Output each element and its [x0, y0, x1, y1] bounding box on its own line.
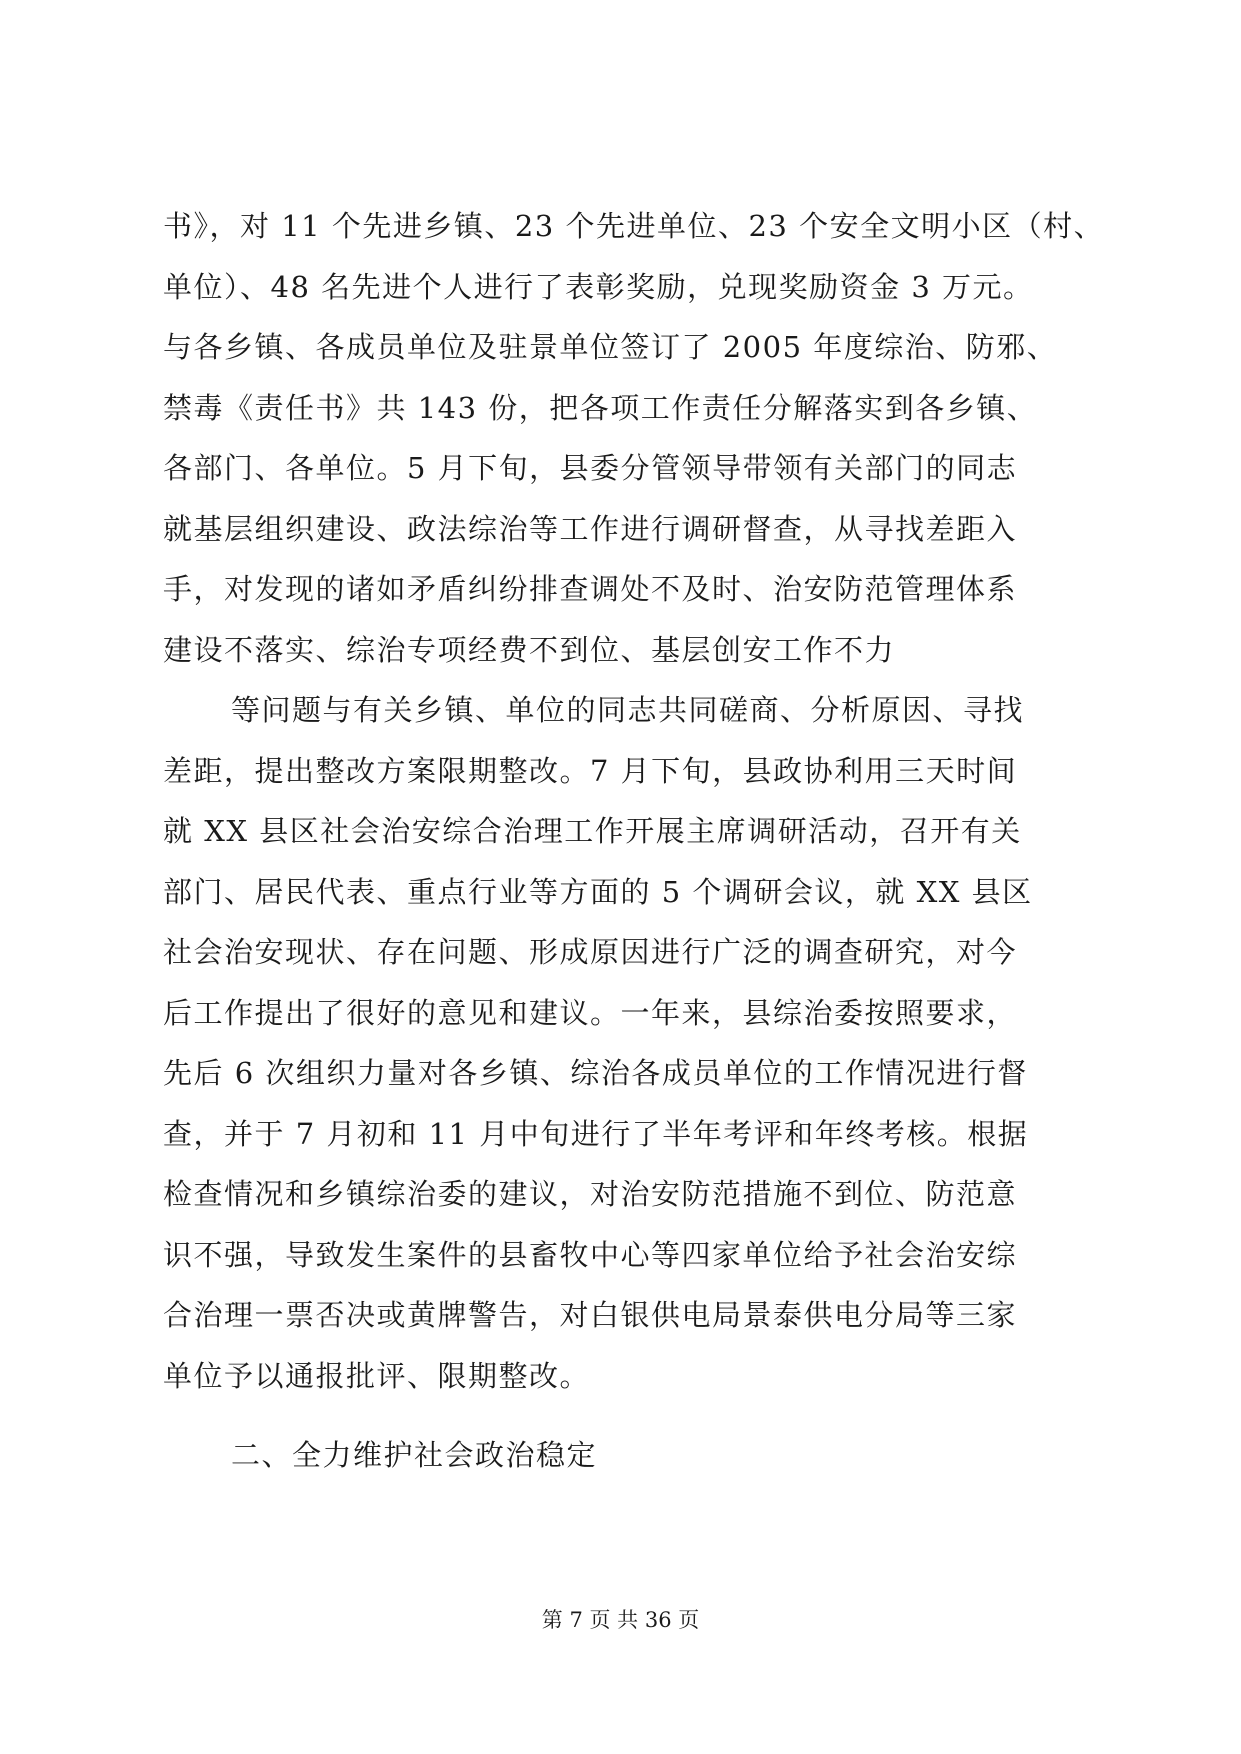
text-line: 各部门、各单位。5 月下旬，县委分管领导带领有关部门的同志 [163, 451, 1018, 485]
text-line: 社会治安现状、存在问题、形成原因进行广泛的调查研究，对今 [163, 935, 1018, 969]
text-line: 书》，对 11 个先进乡镇、23 个先进单位、23 个安全文明小区（村、 [163, 209, 1105, 243]
text-line: 合治理一票否决或黄牌警告，对白银供电局景泰供电分局等三家 [163, 1298, 1018, 1332]
text-line: 单位予以通报批评、限期整改。 [163, 1358, 591, 1393]
paragraph-gap [163, 1406, 1091, 1425]
text-line: 就 XX 县区社会治安综合治理工作开展主席调研活动，召开有关 [163, 814, 1022, 848]
text-line: 先后 6 次组织力量对各乡镇、综治各成员单位的工作情况进行督 [163, 1056, 1028, 1090]
text-line: 差距，提出整改方案限期整改。7 月下旬，县政协利用三天时间 [163, 753, 1018, 788]
text-line: 后工作提出了很好的意见和建议。一年来，县综治委按照要求， [163, 995, 1018, 1030]
paragraph-first-line: 等问题与有关乡镇、单位的同志共同磋商、分析原因、寻找 [231, 693, 1025, 727]
page-number-footer: 第 7 页 共 36 页 [541, 1608, 700, 1632]
text-line: 禁毒《责任书》共 143 份，把各项工作责任分解落实到各乡镇、 [163, 390, 1038, 425]
text-line: 单位）、48 名先进个人进行了表彰奖励，兑现奖励资金 3 万元。 [163, 269, 1034, 304]
text-line: 部门、居民代表、重点行业等方面的 5 个调研会议，就 XX 县区 [163, 874, 1033, 909]
text-line: 查，并于 7 月初和 11 月中旬进行了半年考评和年终考核。根据 [163, 1116, 1029, 1151]
section-heading: 二、全力维护社会政治稳定 [231, 1438, 598, 1472]
text-line: 就基层组织建设、政法综治等工作进行调研督查，从寻找差距入 [163, 511, 1018, 546]
text-line: 手，对发现的诸如矛盾纠纷排查调处不及时、治安防范管理体系 [163, 572, 1018, 606]
text-line: 建设不落实、综治专项经费不到位、基层创安工作不力 [163, 632, 896, 667]
body-text [163, 196, 1105, 1486]
text-line: 识不强，导致发生案件的县畜牧中心等四家单位给予社会治安综 [163, 1237, 1018, 1272]
text-line: 与各乡镇、各成员单位及驻景单位签订了 2005 年度综治、防邪、 [163, 330, 1058, 364]
text-line: 检查情况和乡镇综治委的建议，对治安防范措施不到位、防范意 [163, 1177, 1018, 1211]
